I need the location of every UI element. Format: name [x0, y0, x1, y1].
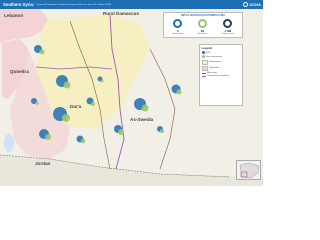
- bubble-12-host: [177, 90, 182, 95]
- stat-value: 1.3M: [224, 28, 232, 33]
- bubble-10-host: [118, 129, 124, 135]
- legend-label: Governorate boundary: [207, 75, 229, 78]
- lake: [4, 134, 14, 152]
- summary-title: IDPS & HOSTED IN SOUTHERN SYRIA: [181, 14, 225, 17]
- stat-subdistricts: [198, 19, 208, 35]
- legend-swatch: [202, 73, 206, 74]
- stat-caption: Sub-districts: [197, 32, 208, 35]
- legend-item: [202, 72, 241, 74]
- donut-icon: [173, 19, 182, 28]
- map-header: [0, 0, 263, 9]
- legend-item: [202, 51, 241, 54]
- donut-icon: [198, 19, 207, 28]
- legend-label: Host community: [206, 55, 222, 58]
- legend-item: [202, 66, 241, 71]
- overview-inset-map: [236, 160, 261, 180]
- bubble-9-host: [160, 129, 164, 133]
- legend-title: Legend: [201, 46, 213, 50]
- map-subtitle: Displaced Population & Internally Displaced Persons (as of 31 October 2016): [36, 3, 111, 6]
- legend-label: Government: [209, 61, 222, 64]
- stat-people-in-need: [222, 19, 234, 35]
- bubble-5-host: [91, 102, 95, 106]
- legend-item: [202, 60, 241, 65]
- stat-governorates: [172, 19, 183, 35]
- bubble-8-host: [142, 105, 149, 112]
- stat-value: 63: [200, 28, 205, 33]
- donut-icon: [223, 19, 232, 28]
- label-dara: Dar'a: [70, 104, 82, 109]
- summary-panel: [163, 12, 243, 38]
- label-rural-damascus: Rural Damascus: [103, 11, 140, 16]
- ocha-logo-icon: [243, 2, 248, 7]
- stat-caption: Governorates: [172, 32, 184, 35]
- legend-label: Main road: [207, 71, 217, 74]
- bubble-6-host: [45, 134, 51, 140]
- legend-swatch: [202, 76, 206, 77]
- stat-value: 4: [176, 28, 179, 33]
- stat-caption: People in need: [221, 32, 234, 35]
- inset-country: [240, 163, 259, 178]
- ocha-logo-text: OCHA: [249, 2, 261, 7]
- map-title: Southern Syria:: [3, 2, 35, 7]
- ocha-logo: [243, 1, 261, 8]
- legend-swatch: [202, 66, 208, 71]
- legend-swatch: [202, 55, 205, 58]
- label-quneitra: Quneitra: [10, 69, 29, 74]
- label-jordan: Jordan: [35, 161, 51, 166]
- label-lebanon: Lebanon: [4, 13, 24, 18]
- bubble-7-host: [101, 80, 104, 83]
- bubble-4-host: [62, 114, 70, 122]
- legend-swatch: [202, 60, 208, 65]
- legend-item: [202, 75, 241, 77]
- summary-stats: [165, 19, 241, 35]
- map-legend: [199, 44, 243, 106]
- legend-swatch: [202, 51, 205, 54]
- legend-item: [202, 55, 241, 58]
- bubble-11-host: [81, 139, 86, 144]
- inset-svg: [237, 161, 262, 181]
- legend-label: IDPs: [206, 51, 211, 54]
- bubble-3-host: [35, 101, 39, 105]
- legend-label: Opposition: [209, 67, 220, 70]
- bubble-1-host: [40, 50, 45, 55]
- bubble-2-host: [64, 82, 71, 89]
- label-as-sweida: As-Sweida: [130, 117, 154, 122]
